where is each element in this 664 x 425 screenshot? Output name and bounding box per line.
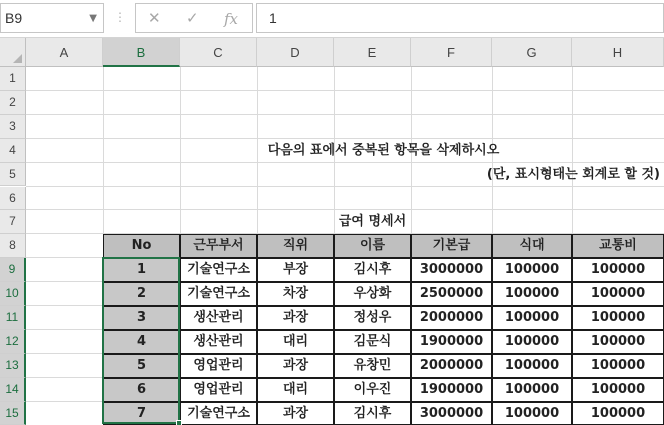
row-header-11[interactable]: 11 xyxy=(0,306,26,330)
grip-icon[interactable]: ⋮ xyxy=(114,10,126,24)
row-number-cell[interactable]: 3 xyxy=(103,306,180,330)
formula-bar xyxy=(0,0,664,38)
sheet-title: 다음의 표에서 중복된 항목을 삭제하시오 xyxy=(267,142,500,158)
row-header-10[interactable]: 10 xyxy=(0,282,26,306)
table-cell[interactable]: 기술연구소 xyxy=(180,402,257,425)
row-number-cell[interactable]: 4 xyxy=(103,330,180,354)
grid-line xyxy=(26,90,664,91)
name-box-value[interactable]: B9 xyxy=(5,10,23,26)
table-cell[interactable]: 100000 xyxy=(492,258,572,282)
chevron-down-icon[interactable]: ▼ xyxy=(89,13,97,24)
table-cell[interactable]: 이우진 xyxy=(334,378,411,402)
table-cell[interactable]: 100000 xyxy=(492,378,572,402)
column-header-e[interactable]: E xyxy=(334,38,411,67)
table-cell[interactable]: 영업관리 xyxy=(180,378,257,402)
table-cell[interactable]: 1900000 xyxy=(411,378,492,402)
row-header-7[interactable]: 7 xyxy=(0,210,26,234)
table-cell[interactable]: 100000 xyxy=(572,330,664,354)
column-header-g[interactable]: G xyxy=(492,38,572,67)
column-header-a[interactable]: A xyxy=(26,38,103,67)
row-header-5[interactable]: 5 xyxy=(0,163,26,187)
table-header-cell[interactable]: 교통비 xyxy=(572,234,664,258)
table-cell[interactable]: 100000 xyxy=(492,402,572,425)
table-cell[interactable]: 기술연구소 xyxy=(180,258,257,282)
table-cell[interactable]: 과장 xyxy=(257,306,334,330)
grid-line xyxy=(26,114,664,115)
row-header-6[interactable]: 6 xyxy=(0,187,26,211)
row-header-12[interactable]: 12 xyxy=(0,330,26,354)
table-cell[interactable]: 100000 xyxy=(572,282,664,306)
row-header-1[interactable]: 1 xyxy=(0,67,26,91)
column-header-f[interactable]: F xyxy=(411,38,492,67)
table-cell[interactable]: 100000 xyxy=(572,402,664,425)
insert-function-icon[interactable]: fx xyxy=(224,10,239,28)
table-cell[interactable]: 기술연구소 xyxy=(180,282,257,306)
cancel-icon[interactable]: ✕ xyxy=(148,9,161,27)
table-cell[interactable]: 100000 xyxy=(492,282,572,306)
table-cell[interactable]: 부장 xyxy=(257,258,334,282)
table-header-cell[interactable]: 직위 xyxy=(257,234,334,258)
table-cell[interactable]: 차장 xyxy=(257,282,334,306)
table-cell[interactable]: 김시후 xyxy=(334,258,411,282)
table-cell[interactable]: 우상화 xyxy=(334,282,411,306)
table-cell[interactable]: 정성우 xyxy=(334,306,411,330)
row-header-13[interactable]: 13 xyxy=(0,354,26,378)
row-number-cell[interactable]: 2 xyxy=(103,282,180,306)
row-number-cell[interactable]: 1 xyxy=(103,258,180,282)
table-cell[interactable]: 3000000 xyxy=(411,402,492,425)
row-number-cell[interactable]: 7 xyxy=(103,402,180,425)
table-cell[interactable]: 100000 xyxy=(572,354,664,378)
select-all-button[interactable] xyxy=(0,38,26,67)
table-cell[interactable]: 대리 xyxy=(257,378,334,402)
table-cell[interactable]: 1900000 xyxy=(411,330,492,354)
table-caption: 급여 명세서 xyxy=(338,214,407,230)
table-header-cell[interactable]: 기본급 xyxy=(411,234,492,258)
row-header-3[interactable]: 3 xyxy=(0,115,26,139)
table-cell[interactable]: 유창민 xyxy=(334,354,411,378)
row-header-14[interactable]: 14 xyxy=(0,378,26,402)
table-cell[interactable]: 100000 xyxy=(492,330,572,354)
table-cell[interactable]: 생산관리 xyxy=(180,330,257,354)
table-cell[interactable]: 3000000 xyxy=(411,258,492,282)
table-cell[interactable]: 100000 xyxy=(572,378,664,402)
table-cell[interactable]: 100000 xyxy=(572,306,664,330)
column-header-d[interactable]: D xyxy=(257,38,334,67)
table-cell[interactable]: 100000 xyxy=(492,354,572,378)
select-all-icon xyxy=(13,54,22,63)
table-header-cell[interactable]: 근무부서 xyxy=(180,234,257,258)
row-header-9[interactable]: 9 xyxy=(0,258,26,282)
table-cell[interactable]: 영업관리 xyxy=(180,354,257,378)
name-box[interactable] xyxy=(0,3,104,33)
table-cell[interactable]: 대리 xyxy=(257,330,334,354)
table-header-cell[interactable]: 식대 xyxy=(492,234,572,258)
table-cell[interactable]: 생산관리 xyxy=(180,306,257,330)
row-header-2[interactable]: 2 xyxy=(0,91,26,115)
table-header-cell[interactable]: 이름 xyxy=(334,234,411,258)
enter-icon[interactable]: ✓ xyxy=(186,9,199,27)
table-header-cell[interactable]: No xyxy=(103,234,180,258)
row-header-8[interactable]: 8 xyxy=(0,234,26,258)
table-cell[interactable]: 100000 xyxy=(492,306,572,330)
row-header-15[interactable]: 15 xyxy=(0,402,26,425)
table-cell[interactable]: 2500000 xyxy=(411,282,492,306)
sheet-subtitle: (단, 표시형태는 회계로 할 것) xyxy=(486,166,660,182)
row-number-cell[interactable]: 5 xyxy=(103,354,180,378)
table-cell[interactable]: 김시후 xyxy=(334,402,411,425)
table-cell[interactable]: 2000000 xyxy=(411,354,492,378)
table-cell[interactable]: 과장 xyxy=(257,354,334,378)
column-header-h[interactable]: H xyxy=(572,38,664,67)
table-cell[interactable]: 100000 xyxy=(572,258,664,282)
formula-value[interactable]: 1 xyxy=(269,10,277,26)
formula-buttons xyxy=(135,3,253,33)
column-header-c[interactable]: C xyxy=(180,38,257,67)
formula-input[interactable] xyxy=(256,3,664,33)
table-cell[interactable]: 김문식 xyxy=(334,330,411,354)
worksheet-grid[interactable] xyxy=(0,38,664,425)
row-header-4[interactable]: 4 xyxy=(0,139,26,163)
table-cell[interactable]: 2000000 xyxy=(411,306,492,330)
table-cell[interactable]: 과장 xyxy=(257,402,334,425)
column-header-b[interactable]: B xyxy=(103,38,180,67)
row-number-cell[interactable]: 6 xyxy=(103,378,180,402)
